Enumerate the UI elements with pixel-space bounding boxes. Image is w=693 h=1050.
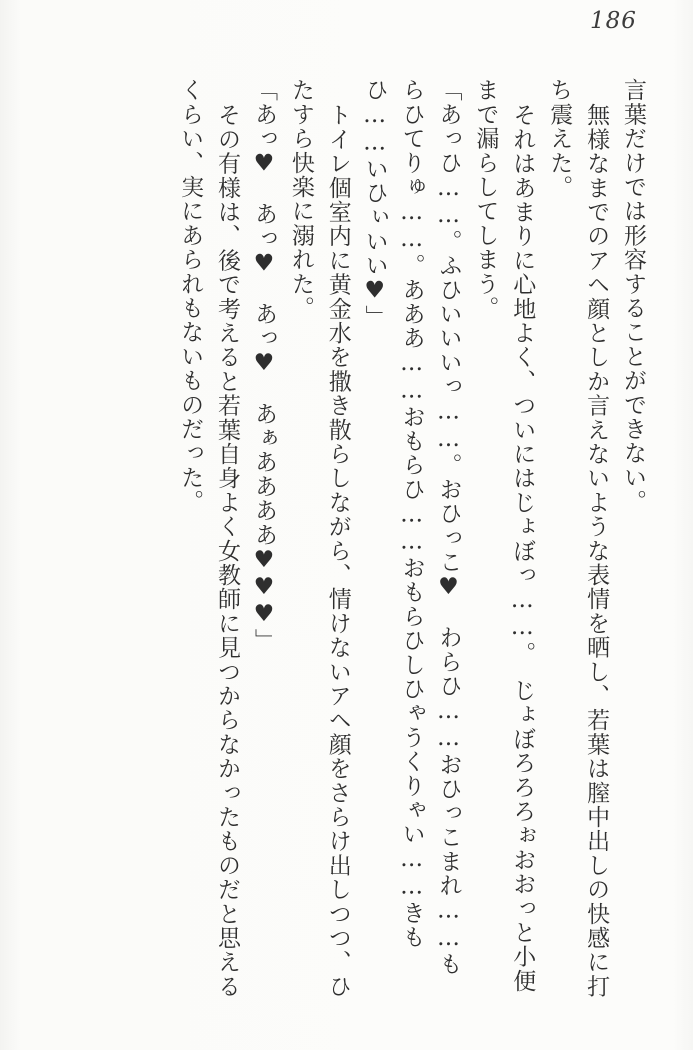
paragraph-narration: 言葉だけでは形容することができない。	[620, 78, 646, 514]
paragraph-narration: 無様なまでのアヘ顔としか言えないような表情を晒し、若葉は膣中出しの快感に打ち震えた。	[546, 78, 610, 998]
paragraph-dialogue: 「あっ♥ あっ♥ あっ♥ あぁああああ♥♥♥」	[250, 78, 277, 653]
paragraph-narration: それはあまりに心地よく、ついにはじょぼっ……。 じょぼろろろぉおおっと小便まで漏らしてしまう。	[472, 78, 536, 993]
paragraph-narration: その有様は、後で考えると若葉自身よく女教師に見つからなかったものだと思えるくらい、実にあられもないものだった。	[177, 78, 241, 998]
text-block	[169, 78, 651, 1000]
paragraph-dialogue: 「あっひ……。ふひいいいっ……。おひっこ♥ わらひ……おひっこまれ……もらひてりゅ……。あああ……おもらひ……おもらひしひゃうくりゃい……きもひ……いひぃいい♥」	[361, 78, 462, 977]
page-number: 186	[590, 8, 637, 34]
paragraph-narration: トイレ個室内に黄金水を撒き散らしながら、情けないアヘ顔をさらけ出しつつ、ひたすら快楽に溺れた。	[287, 78, 351, 998]
